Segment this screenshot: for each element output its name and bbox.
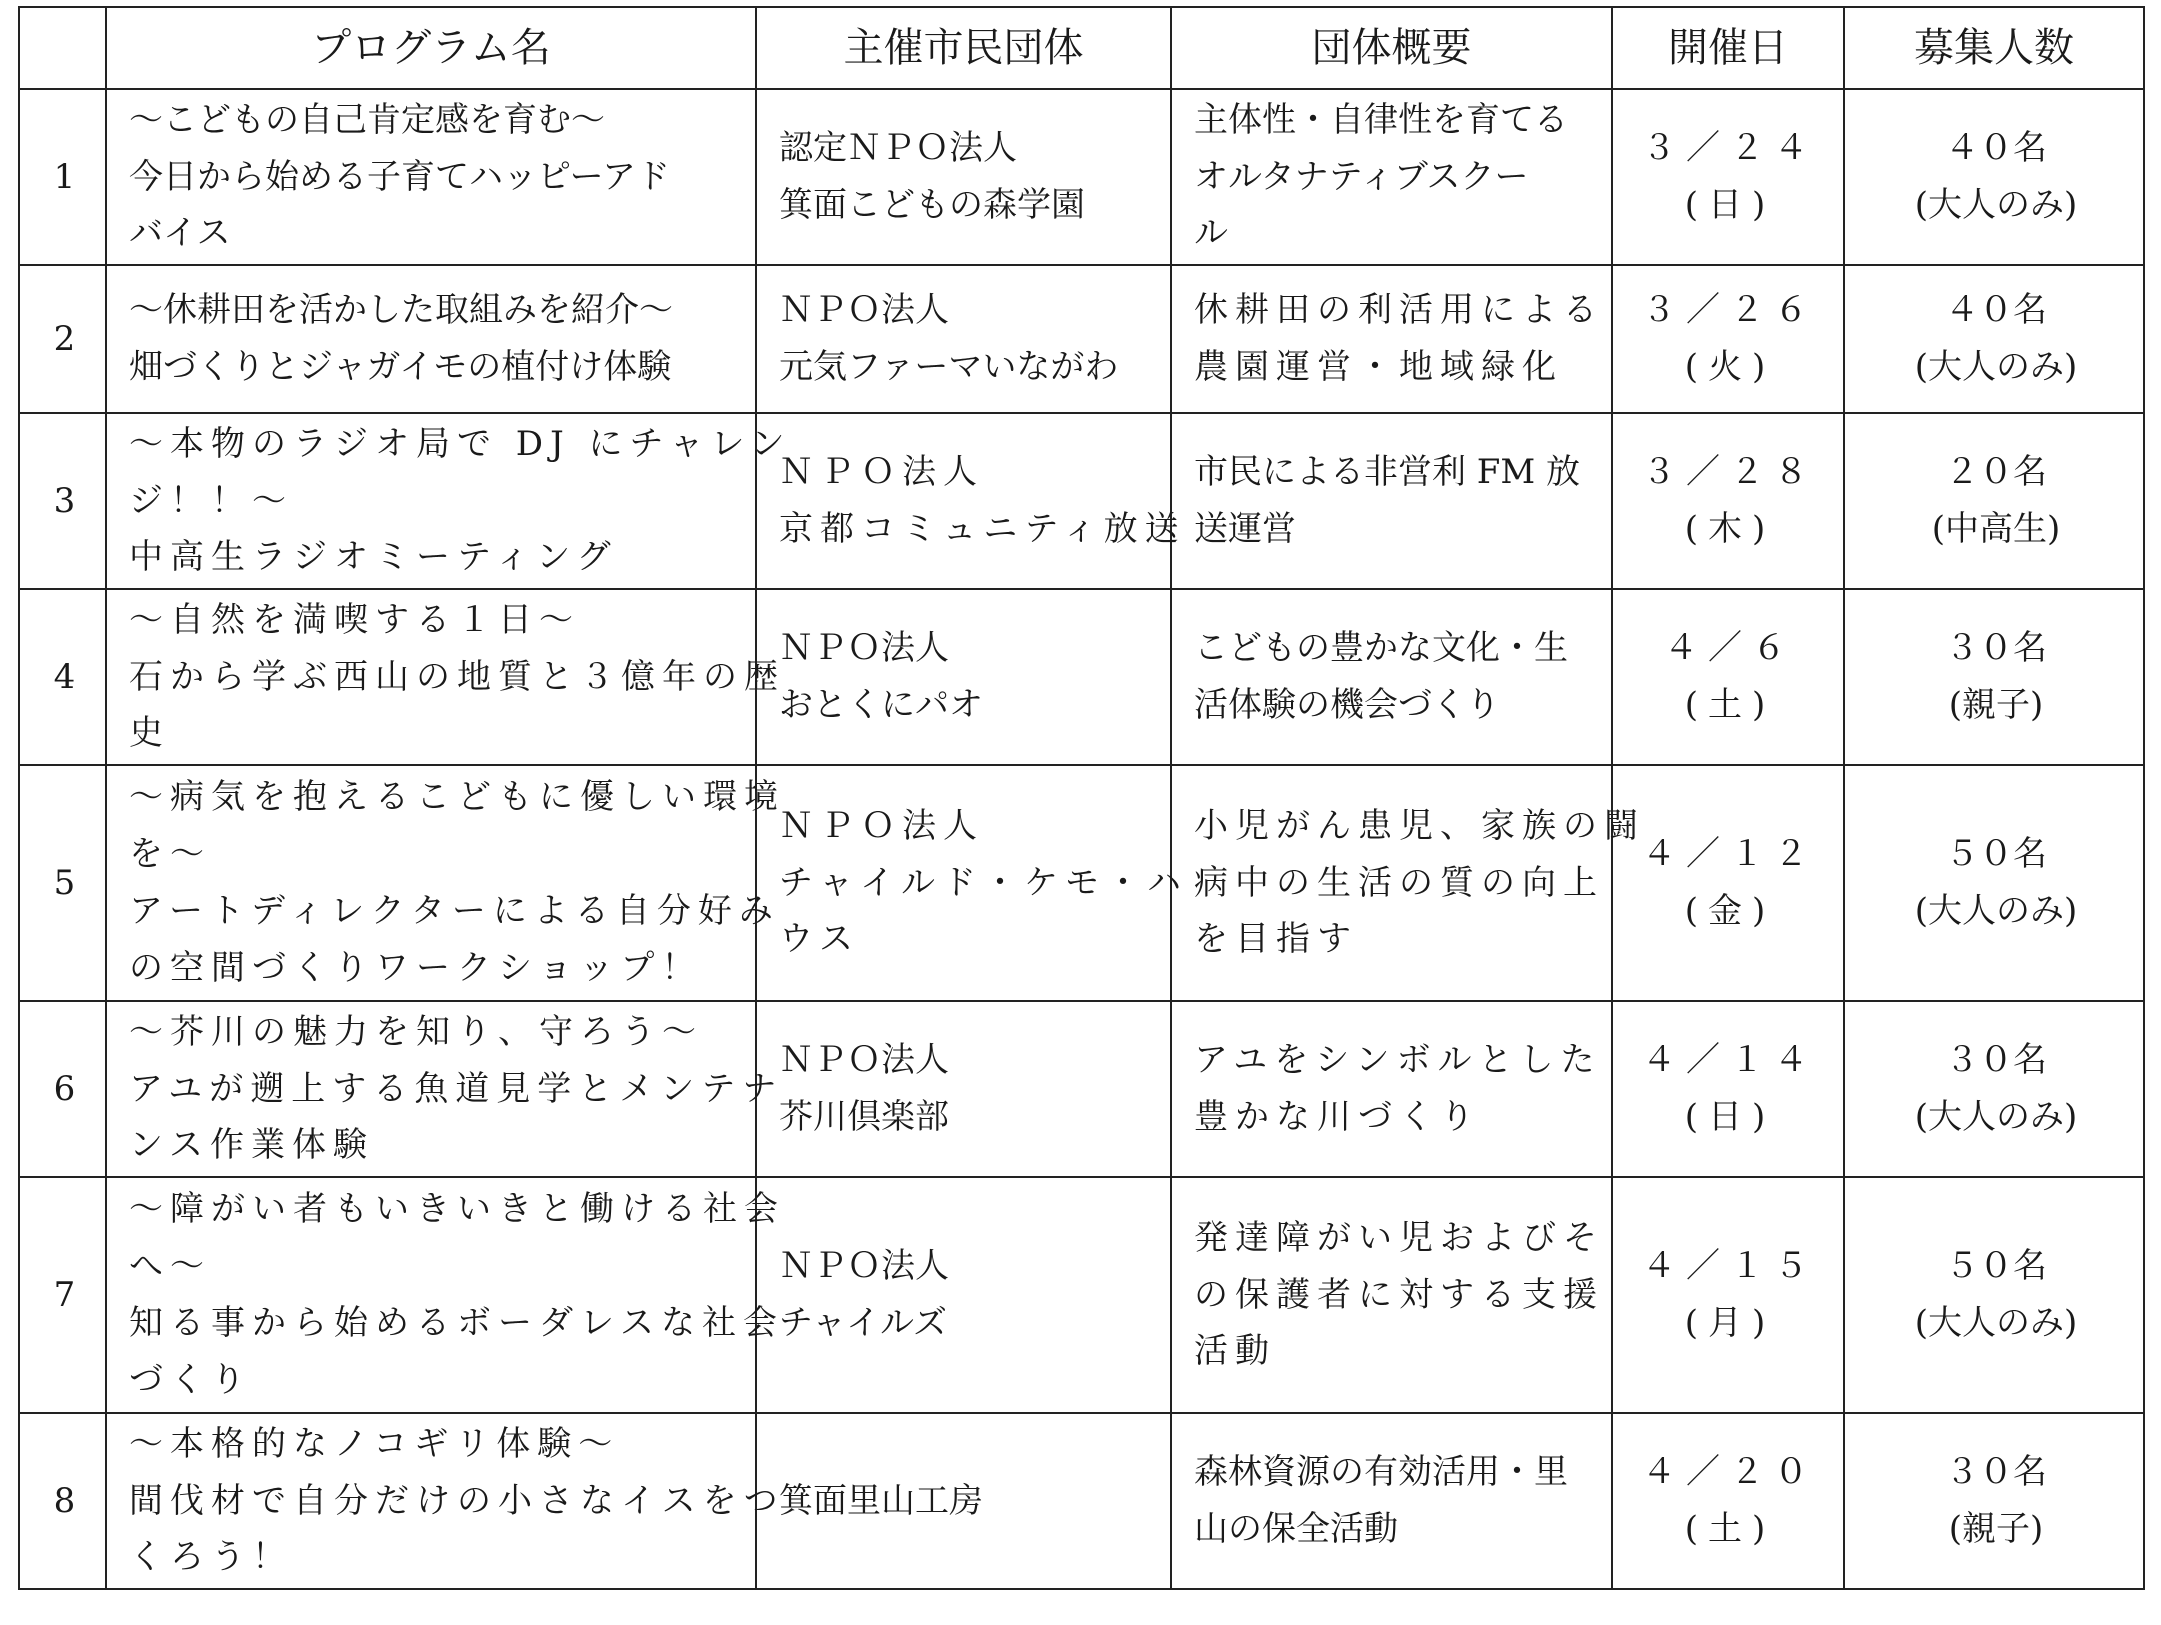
row-number: 5 xyxy=(19,765,106,1001)
date-cell xyxy=(1612,265,1844,413)
date-line: ３／２４ xyxy=(1642,128,1818,169)
program-name-cell xyxy=(106,413,792,589)
host-group-line: ＮＰＯ法人 xyxy=(779,290,949,331)
table-header-row xyxy=(19,7,2144,89)
table-row xyxy=(19,589,2144,765)
group-summary-line: 豊かな川づくり xyxy=(1194,1097,1481,1137)
date-cell xyxy=(1612,413,1844,589)
program-name-line: ～病気を抱えるこどもに優しい環境 xyxy=(129,777,785,818)
program-name-line: ンス作業体験 xyxy=(129,1125,374,1166)
group-summary-line: ル xyxy=(1194,213,1228,254)
group-summary-line: 活動 xyxy=(1194,1331,1276,1372)
table-row xyxy=(19,1177,2144,1413)
table-body xyxy=(19,89,2144,1589)
header-host-group: 主催市民団体 xyxy=(756,7,1171,89)
program-name-line: ～休耕田を活かした取組みを紹介～ xyxy=(129,290,673,331)
host-group-cell xyxy=(756,1413,1171,1589)
program-name-line: 知る事から始めるボーダレスな社会 xyxy=(129,1303,784,1343)
date-line: ３／２６ xyxy=(1642,290,1818,331)
group-summary-cell xyxy=(1171,413,1612,589)
program-name-line: アートディレクターによる自分好み xyxy=(129,891,780,931)
capacity-cell xyxy=(1844,265,2144,413)
program-name-cell xyxy=(106,589,785,765)
host-group-line: おとくにパオ xyxy=(779,685,983,725)
group-summary-line: 活体験の機会づくり xyxy=(1194,685,1500,725)
date-cell xyxy=(1612,1177,1844,1413)
host-group-cell xyxy=(756,89,1171,265)
capacity-cell xyxy=(1844,1001,2144,1177)
program-name-line: アユが遡上する魚道見学とメンテナ xyxy=(129,1068,784,1109)
group-summary-cell xyxy=(1171,265,1612,413)
program-name-line: ～こどもの自己肯定感を育む～ xyxy=(129,99,605,140)
capacity-line: ４０名 xyxy=(1945,128,2047,169)
capacity-line: ２０名 xyxy=(1945,452,2047,493)
program-name-line: ～本格的なノコギリ体験～ xyxy=(129,1423,620,1464)
capacity-line: (大人のみ) xyxy=(1914,347,2078,387)
capacity-line: (大人のみ) xyxy=(1914,891,2078,931)
capacity-cell xyxy=(1844,413,2144,589)
date-line: ４／１４ xyxy=(1642,1040,1818,1081)
capacity-line: ５０名 xyxy=(1945,1246,2047,1287)
program-name-line: ～芥川の魅力を知り、守ろう～ xyxy=(129,1011,703,1052)
capacity-line: (大人のみ) xyxy=(1914,185,2078,225)
group-summary-cell xyxy=(1171,1001,1612,1177)
capacity-cell xyxy=(1844,765,2144,1001)
program-name-line: を～ xyxy=(129,834,211,875)
host-group-line: ＮＰＯ法人 xyxy=(779,805,984,846)
program-name-line: 畑づくりとジャガイモの植付け体験 xyxy=(129,347,672,387)
group-summary-line: アユをシンボルとした xyxy=(1194,1040,1602,1081)
date-cell xyxy=(1612,1001,1844,1177)
row-number: 2 xyxy=(19,265,106,413)
row-number: 8 xyxy=(19,1413,106,1589)
program-name-line: へ～ xyxy=(129,1246,211,1287)
host-group-line: 認定ＮＰＯ法人 xyxy=(779,128,1017,169)
group-summary-line: を目指す xyxy=(1194,919,1358,960)
date-line: (金) xyxy=(1684,891,1776,931)
group-summary-cell xyxy=(1171,765,1645,1001)
capacity-cell xyxy=(1844,1413,2144,1589)
host-group-cell xyxy=(756,1001,1171,1177)
date-line: (火) xyxy=(1684,347,1776,387)
host-group-cell xyxy=(756,413,1186,589)
capacity-line: ３０名 xyxy=(1945,628,2047,669)
host-group-cell xyxy=(756,589,1171,765)
program-name-line: ～自然を満喫する１日～ xyxy=(129,599,580,640)
host-group-line: ＮＰＯ法人 xyxy=(779,628,949,669)
capacity-line: (中高生) xyxy=(1931,509,2061,549)
host-group-cell xyxy=(756,765,1188,1001)
host-group-line: ＮＰＯ法人 xyxy=(779,1040,949,1081)
group-summary-line: こどもの豊かな文化・生 xyxy=(1194,628,1568,669)
capacity-cell xyxy=(1844,1177,2144,1413)
table-row xyxy=(19,765,2144,1001)
program-name-line: くろう！ xyxy=(129,1537,293,1578)
host-group-line: ウス xyxy=(779,919,860,960)
date-line: ４／１２ xyxy=(1642,834,1818,875)
table-row xyxy=(19,1413,2144,1589)
program-name-cell xyxy=(106,89,756,265)
host-group-cell xyxy=(756,265,1171,413)
table-row xyxy=(19,1001,2144,1177)
group-summary-line: の保護者に対する支援 xyxy=(1194,1274,1604,1315)
host-group-line: ＮＰＯ法人 xyxy=(779,1246,949,1287)
date-line: (日) xyxy=(1684,1097,1776,1137)
group-summary-line: 病中の生活の質の向上 xyxy=(1194,862,1604,903)
row-number: 7 xyxy=(19,1177,106,1413)
row-number: 1 xyxy=(19,89,106,265)
row-number: 3 xyxy=(19,413,106,589)
date-line: (日) xyxy=(1684,185,1776,225)
program-name-cell xyxy=(106,765,785,1001)
table-row xyxy=(19,265,2144,413)
program-table xyxy=(18,6,2145,1590)
group-summary-line: 山の保全活動 xyxy=(1194,1509,1398,1549)
capacity-line: (大人のみ) xyxy=(1914,1303,2078,1343)
date-line: (木) xyxy=(1684,509,1776,549)
program-name-line: ～本物のラジオ局で DJ にチャレン xyxy=(129,423,792,464)
program-name-cell xyxy=(106,1001,784,1177)
capacity-line: ３０名 xyxy=(1945,1040,2047,1081)
program-name-line: 今日から始める子育てハッピーアド xyxy=(129,156,670,197)
program-name-line: ～障がい者もいきいきと働ける社会 xyxy=(129,1189,785,1230)
host-group-line: 元気ファーマいながわ xyxy=(779,347,1119,387)
capacity-line: (親子) xyxy=(1948,685,2044,725)
program-name-cell xyxy=(106,1413,785,1589)
host-group-line: 芥川倶楽部 xyxy=(779,1097,949,1137)
host-group-line: チャイルズ xyxy=(779,1303,947,1343)
group-summary-line: 休耕田の利活用による xyxy=(1194,290,1604,331)
program-name-line: 間伐材で自分だけの小さなイスをつ xyxy=(129,1480,785,1521)
group-summary-line: 主体性・自律性を育てる xyxy=(1194,99,1568,140)
host-group-line: ＮＰＯ法人 xyxy=(779,452,984,493)
header-capacity: 募集人数 xyxy=(1844,7,2144,89)
group-summary-cell xyxy=(1171,1177,1612,1413)
header-group-summary: 団体概要 xyxy=(1171,7,1612,89)
program-name-line: 石から学ぶ西山の地質と３億年の歴 xyxy=(129,656,785,697)
table-row xyxy=(19,413,2144,589)
header-number xyxy=(19,7,106,89)
program-list-sheet xyxy=(18,6,2145,1590)
program-name-line: 史 xyxy=(129,713,170,754)
host-group-cell xyxy=(756,1177,1171,1413)
group-summary-line: 発達障がい児およびそ xyxy=(1194,1217,1604,1258)
host-group-line: 箕面里山工房 xyxy=(779,1480,983,1521)
header-date: 開催日 xyxy=(1612,7,1844,89)
capacity-line: (大人のみ) xyxy=(1914,1097,2078,1137)
date-line: (土) xyxy=(1684,685,1776,725)
group-summary-line: オルタナティブスクー xyxy=(1194,156,1529,197)
table-row xyxy=(19,89,2144,265)
capacity-line: ５０名 xyxy=(1945,834,2047,875)
group-summary-line: 送運営 xyxy=(1194,509,1296,549)
date-line: ４／２０ xyxy=(1642,1452,1818,1493)
date-line: (月) xyxy=(1684,1303,1776,1343)
host-group-line: チャイルド・ケモ・ハ xyxy=(779,862,1188,903)
group-summary-cell xyxy=(1171,1413,1612,1589)
date-line: (土) xyxy=(1684,1509,1776,1549)
date-cell xyxy=(1612,1413,1844,1589)
group-summary-cell xyxy=(1171,89,1612,265)
capacity-cell xyxy=(1844,89,2144,265)
group-summary-line: 森林資源の有効活用・里 xyxy=(1194,1452,1568,1493)
date-line: ３／２８ xyxy=(1642,452,1818,493)
date-cell xyxy=(1612,89,1844,265)
group-summary-cell xyxy=(1171,589,1612,765)
row-number: 4 xyxy=(19,589,106,765)
capacity-line: ４０名 xyxy=(1945,290,2047,331)
program-name-line: の空間づくりワークショップ！ xyxy=(129,947,703,988)
group-summary-line: 農園運営・地域緑化 xyxy=(1194,347,1563,387)
capacity-line: (親子) xyxy=(1948,1509,2044,1549)
group-summary-line: 小児がん患児、家族の闘 xyxy=(1194,805,1645,846)
capacity-cell xyxy=(1844,589,2144,765)
date-cell xyxy=(1612,765,1844,1001)
host-group-line: 京都コミュニティ放送 xyxy=(779,509,1186,549)
program-name-line: 中高生ラジオミーティング xyxy=(129,537,618,578)
header-program-name: プログラム名 xyxy=(106,7,756,89)
program-name-cell xyxy=(106,265,756,413)
row-number: 6 xyxy=(19,1001,106,1177)
group-summary-line: 市民による非営利 FM 放 xyxy=(1194,452,1581,493)
capacity-line: ３０名 xyxy=(1945,1452,2047,1493)
date-line: ４／１５ xyxy=(1642,1246,1818,1287)
host-group-line: 箕面こどもの森学園 xyxy=(779,185,1085,225)
date-cell xyxy=(1612,589,1844,765)
program-name-line: づくり xyxy=(129,1359,252,1400)
date-line: ４／６ xyxy=(1664,628,1796,669)
program-name-cell xyxy=(106,1177,785,1413)
program-name-line: ジ！！～ xyxy=(129,480,293,521)
program-name-line: バイス xyxy=(129,213,231,254)
